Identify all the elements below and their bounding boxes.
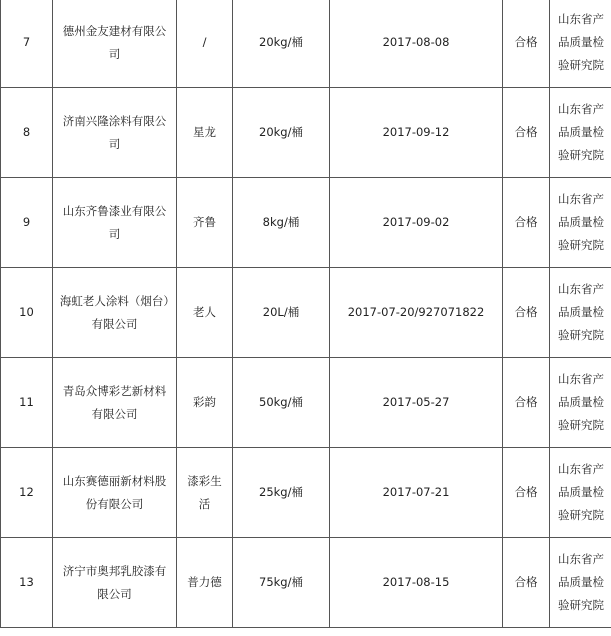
table-row [1, 358, 611, 448]
row-number: 12 [1, 448, 53, 538]
company-name: 山东赛德丽新材料股份有限公司 [53, 448, 177, 538]
brand: 老人 [177, 268, 233, 358]
brand: 漆彩生活 [177, 448, 233, 538]
row-number: 13 [1, 538, 53, 628]
specification: 75kg/桶 [233, 538, 330, 628]
specification: 20kg/桶 [233, 88, 330, 178]
row-number: 8 [1, 88, 53, 178]
result: 合格 [503, 0, 550, 88]
inspection-institute: 山东省产品质量检验研究院 [550, 0, 611, 88]
brand: 彩韵 [177, 358, 233, 448]
production-date: 2017-05-27 [330, 358, 503, 448]
row-number: 11 [1, 358, 53, 448]
result: 合格 [503, 358, 550, 448]
specification: 20kg/桶 [233, 0, 330, 88]
company-name: 山东齐鲁漆业有限公司 [53, 178, 177, 268]
inspection-institute: 山东省产品质量检验研究院 [550, 178, 611, 268]
table-row [1, 268, 611, 358]
result: 合格 [503, 268, 550, 358]
table-row [1, 0, 611, 88]
table-row [1, 448, 611, 538]
company-name: 海虹老人涂料（烟台）有限公司 [53, 268, 177, 358]
inspection-institute: 山东省产品质量检验研究院 [550, 538, 611, 628]
specification: 20L/桶 [233, 268, 330, 358]
table-row [1, 538, 611, 628]
row-number: 7 [1, 0, 53, 88]
brand: 星龙 [177, 88, 233, 178]
brand: 齐鲁 [177, 178, 233, 268]
production-date: 2017-07-20/927071822 [330, 268, 503, 358]
specification: 25kg/桶 [233, 448, 330, 538]
production-date: 2017-09-12 [330, 88, 503, 178]
brand: 普力德 [177, 538, 233, 628]
table-body [1, 0, 611, 628]
result: 合格 [503, 178, 550, 268]
result: 合格 [503, 538, 550, 628]
result: 合格 [503, 88, 550, 178]
table-row [1, 88, 611, 178]
inspection-institute: 山东省产品质量检验研究院 [550, 88, 611, 178]
table-row [1, 178, 611, 268]
row-number: 10 [1, 268, 53, 358]
specification: 50kg/桶 [233, 358, 330, 448]
company-name: 德州金友建材有限公司 [53, 0, 177, 88]
production-date: 2017-08-15 [330, 538, 503, 628]
inspection-institute: 山东省产品质量检验研究院 [550, 448, 611, 538]
brand: / [177, 0, 233, 88]
production-date: 2017-07-21 [330, 448, 503, 538]
production-date: 2017-09-02 [330, 178, 503, 268]
inspection-institute: 山东省产品质量检验研究院 [550, 358, 611, 448]
production-date: 2017-08-08 [330, 0, 503, 88]
specification: 8kg/桶 [233, 178, 330, 268]
company-name: 青岛众博彩艺新材料有限公司 [53, 358, 177, 448]
row-number: 9 [1, 178, 53, 268]
company-name: 济南兴隆涂料有限公司 [53, 88, 177, 178]
inspection-institute: 山东省产品质量检验研究院 [550, 268, 611, 358]
company-name: 济宁市奥邦乳胶漆有限公司 [53, 538, 177, 628]
result: 合格 [503, 448, 550, 538]
